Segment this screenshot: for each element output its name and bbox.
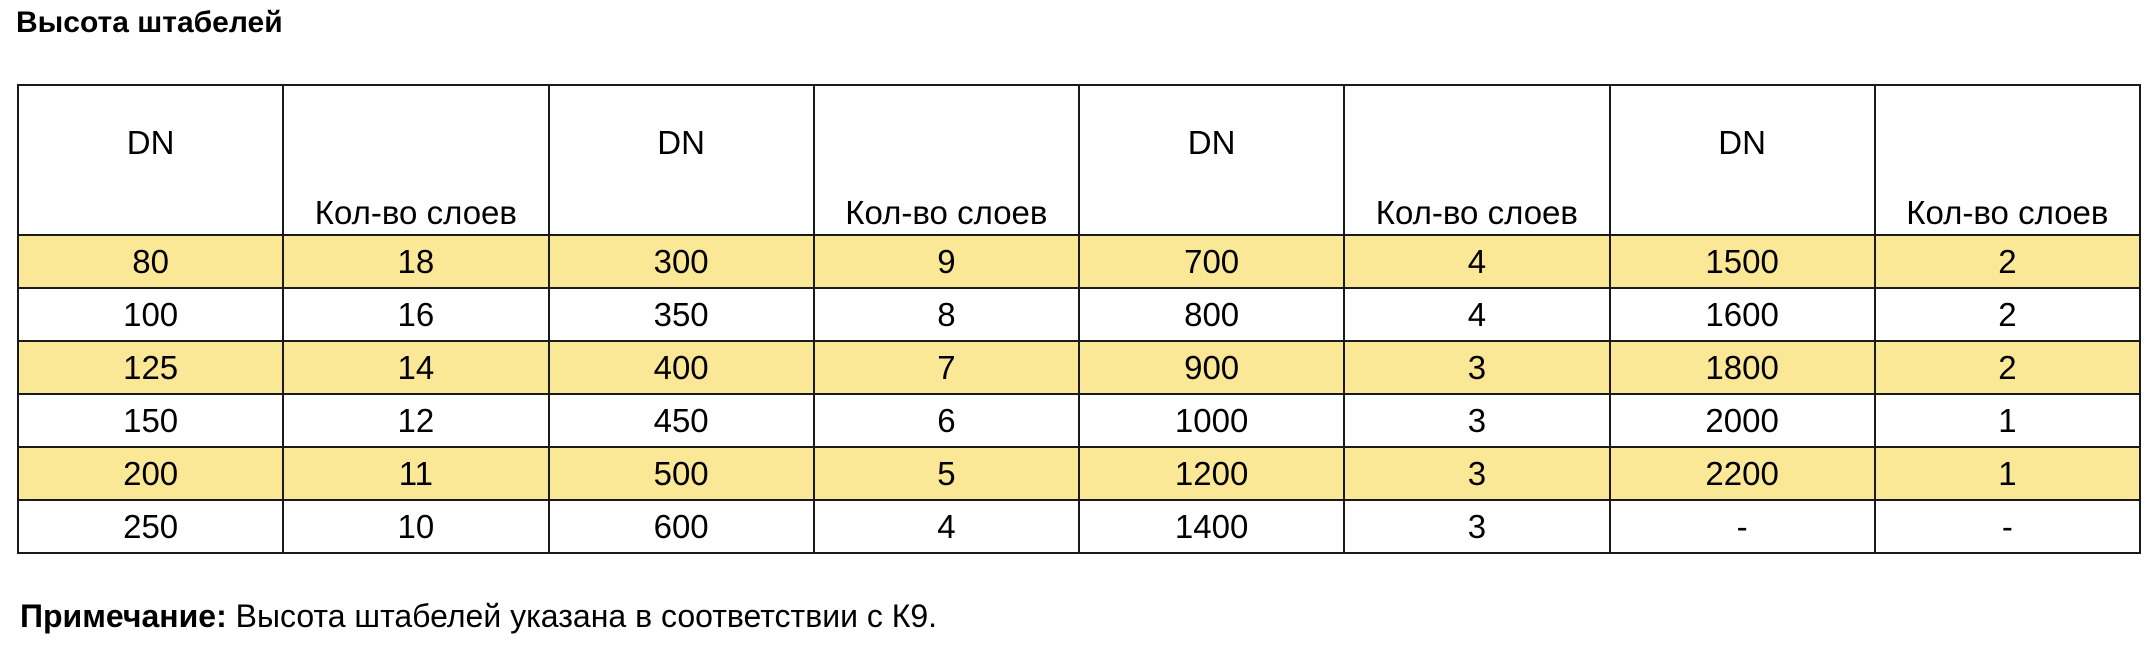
cell-layers: 1 [1875, 394, 2140, 447]
table-body [18, 235, 2140, 553]
table-row [18, 394, 2140, 447]
cell-layers: 2 [1875, 341, 2140, 394]
note-label: Примечание: [20, 598, 227, 634]
cell-dn: 1800 [1610, 341, 1875, 394]
cell-dn: 2000 [1610, 394, 1875, 447]
table-row [18, 500, 2140, 553]
cell-layers: 4 [814, 500, 1079, 553]
cell-dn: 125 [18, 341, 283, 394]
cell-dn: 300 [549, 235, 814, 288]
cell-layers: - [1875, 500, 2140, 553]
cell-layers: 4 [1344, 235, 1609, 288]
column-header-layers: Кол-во слоев [1875, 85, 2140, 235]
cell-dn: - [1610, 500, 1875, 553]
cell-dn: 700 [1079, 235, 1344, 288]
cell-layers: 11 [283, 447, 548, 500]
cell-dn: 250 [18, 500, 283, 553]
cell-dn: 150 [18, 394, 283, 447]
table-row [18, 447, 2140, 500]
cell-dn: 1600 [1610, 288, 1875, 341]
stack-height-table [17, 84, 2141, 554]
cell-dn: 2200 [1610, 447, 1875, 500]
cell-layers: 4 [1344, 288, 1609, 341]
column-header-layers: Кол-во слоев [283, 85, 548, 235]
cell-layers: 12 [283, 394, 548, 447]
cell-layers: 8 [814, 288, 1079, 341]
cell-dn: 1500 [1610, 235, 1875, 288]
cell-dn: 200 [18, 447, 283, 500]
table-row [18, 288, 2140, 341]
table-header-row [18, 85, 2140, 235]
cell-dn: 600 [549, 500, 814, 553]
cell-layers: 3 [1344, 447, 1609, 500]
cell-layers: 6 [814, 394, 1079, 447]
column-header-layers: Кол-во слоев [1344, 85, 1609, 235]
cell-layers: 2 [1875, 235, 2140, 288]
column-header-dn: DN [1079, 85, 1344, 235]
cell-layers: 1 [1875, 447, 2140, 500]
note [20, 598, 937, 635]
cell-layers: 5 [814, 447, 1079, 500]
cell-layers: 14 [283, 341, 548, 394]
column-header-dn: DN [1610, 85, 1875, 235]
cell-layers: 2 [1875, 288, 2140, 341]
cell-layers: 10 [283, 500, 548, 553]
cell-dn: 1400 [1079, 500, 1344, 553]
cell-layers: 3 [1344, 500, 1609, 553]
cell-layers: 18 [283, 235, 548, 288]
cell-dn: 500 [549, 447, 814, 500]
cell-dn: 900 [1079, 341, 1344, 394]
page-title: Высота штабелей [16, 6, 283, 39]
cell-dn: 100 [18, 288, 283, 341]
column-header-dn: DN [18, 85, 283, 235]
column-header-layers: Кол-во слоев [814, 85, 1079, 235]
cell-layers: 3 [1344, 341, 1609, 394]
column-header-dn: DN [549, 85, 814, 235]
cell-dn: 450 [549, 394, 814, 447]
cell-layers: 3 [1344, 394, 1609, 447]
cell-dn: 1000 [1079, 394, 1344, 447]
cell-dn: 1200 [1079, 447, 1344, 500]
cell-dn: 350 [549, 288, 814, 341]
note-text: Высота штабелей указана в соответствии с К9. [226, 598, 938, 634]
table-row [18, 235, 2140, 288]
cell-dn: 400 [549, 341, 814, 394]
cell-layers: 16 [283, 288, 548, 341]
table-row [18, 341, 2140, 394]
cell-layers: 9 [814, 235, 1079, 288]
cell-layers: 7 [814, 341, 1079, 394]
cell-dn: 800 [1079, 288, 1344, 341]
cell-dn: 80 [18, 235, 283, 288]
